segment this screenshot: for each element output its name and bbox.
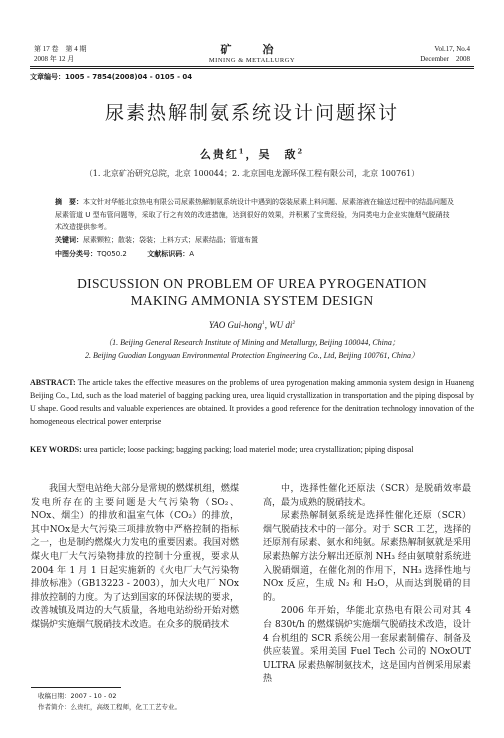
- abstract-en: [30, 376, 474, 428]
- body-column-right: [263, 483, 471, 687]
- doc-code-value: A: [189, 250, 195, 258]
- volume-label: Vol.17, No.4: [434, 45, 470, 53]
- body-paragraph: 2006 年开始，华能北京热电有限公司对其 4 台 830t/h 的燃煤锅炉实施烟气脱硝技术改造，设计 4 台机组的 SCR 系统公用一套尿素制備存、制备及供应装置。采用美国 Fuel Tech 公司的 NOxOUT ULTRA 尿素热解制氨技术，这是国内首例采用尿素热: [263, 606, 471, 685]
- article-number: 文章编号：1005 - 7854(2008)04 - 0105 - 04: [30, 73, 193, 81]
- keywords-cn: [55, 235, 455, 245]
- paper-title-en-line1: DISCUSSION ON PROBLEM OF UREA PYROGENATION: [77, 276, 427, 291]
- affiliation-en-line1: （1. Beijing General Research Institute of Mining and Metallurgy, Beijing 100044, China；: [104, 338, 400, 347]
- issue-date: 2008 年 12 月: [34, 55, 75, 63]
- abstract-en-text: The article takes the effective measures on the problems of urea pyrogenation making ammonia system design in Huaneng Beijing Co., Ltd, such as the load materiel of bagging packing urea, urea liquid crystallization in transportation and the piping disposal by U shape. Good results and valuable experiences are obtained. It provides a good reference for the denitration technology innovation of the homogeneous electrical power enterprise: [30, 378, 474, 426]
- abstract-en-label: ABSTRACT:: [30, 378, 76, 387]
- body-paragraph: 尿素热解制氨系统是选择性催化还原（SCR）烟气脱硝技术中的一部分。对于 SCR 工艺，选择的还原剂有尿素、氨水和纯氨。尿素热解制氨就是采用尿素热解方法分解出还原剂 NH₃ 经由氨喷射系统进入脱硝烟道，在催化剂的作用下，NH₃ 选择性地与 NOx 反应，生成 N₂ 和 H₂O，从而达到脱硝的目的。: [263, 511, 471, 603]
- affiliation-cn: （1. 北京矿冶研究总院，北京 100044；2. 北京国电龙源环保工程有限公司，北京 100761）: [84, 169, 420, 178]
- authors-cn: [0, 146, 504, 162]
- author-1-cn: 么贵红: [199, 148, 239, 161]
- author-1-en: YAO Gui-hong: [208, 320, 262, 330]
- volume-date: December 2008: [420, 55, 470, 63]
- abstract-cn: [55, 196, 455, 234]
- header-rule-thin: [30, 68, 474, 69]
- author-1-affil-mark: 1: [238, 147, 246, 156]
- clc-value: TQ050.2: [97, 250, 127, 258]
- author-2-affil-mark: 2: [297, 147, 305, 156]
- author-bio: 作者简介：么贵红，高级工程师，化工工艺专业。: [38, 703, 181, 711]
- abstract-cn-label: 摘 要：: [55, 198, 83, 206]
- keywords-en-label: KEY WORDS:: [30, 445, 82, 454]
- journal-name-cn: 矿 冶: [220, 43, 284, 56]
- issue-label: 第 17 卷 第 4 期: [34, 45, 87, 53]
- affiliation-en-line2: 2. Beijing Guodian Longyuan Environmental Protection Engineering Co., Ltd, Beijing 100761, China）: [84, 351, 420, 360]
- body-paragraph: 我国大型电站绝大部分是常规的燃煤机组，燃煤发电所存在的主要问题是大气污染物（SO₂、NOx、烟尘）的排放和温室气体（CO₂）的排放，其中NOx是大气污染三项排放物中严格控制的指标之一，也是制约燃煤火力发电的重要因素。我国对燃煤火电厂大气污染物排放的控制十分重视，要求从 2004 年 1 月 1 日起实施新的《火电厂大气污染物排放标准》（GB13223 - 2003），加大火电厂 NOx 排放控制的力度。为了达到国家的环保法规的要求，改善城镇及周边的大气质量，各地电站纷纷开始对燃煤锅炉实施烟气脱硝技术改造。在众多的脱硝技术: [31, 484, 239, 630]
- author-en-separator: ,: [264, 320, 270, 330]
- footnote: [38, 691, 181, 713]
- classification-cn: [55, 249, 194, 259]
- clc-label: 中图分类号：: [55, 250, 97, 258]
- affiliation-en: [0, 336, 504, 362]
- author-2-cn: 吴 敌: [258, 148, 298, 161]
- keywords-en: [30, 443, 474, 456]
- keywords-en-text: urea particle; loose packing; bagging packing; load materiel mode; urea crystallization; piping disposal: [83, 445, 414, 454]
- header-rule: [30, 66, 474, 67]
- body-column-left: [31, 483, 239, 633]
- paper-title-en-line2: MAKING AMMONIA SYSTEM DESIGN: [130, 293, 374, 308]
- paper-title-cn: 尿素热解制氨系统设计问题探讨: [104, 102, 399, 124]
- footnote-rule: [31, 687, 121, 688]
- author-2-en-affil-mark: 2: [292, 320, 296, 326]
- keywords-cn-label: 关键词：: [55, 236, 83, 244]
- doc-code-label: 文献标识码：: [147, 250, 190, 258]
- authors-en: [0, 320, 504, 330]
- abstract-cn-text: 本文针对华能北京热电有限公司尿素热解制氨系统设计中遇到的袋装尿素上料问题、尿素溶液在输送过程中的结晶问题及尿素管道 U 型布管问题等，采取了行之有效的改进措施，达到很好的效果，并积累了宝贵经验，为同类电力企业实施烟气脱硝技术改造提供参考。: [55, 198, 454, 231]
- author-2-en: WU di: [269, 320, 293, 330]
- keywords-cn-text: 尿素颗粒；散装；袋装；上料方式；尿素结晶；管道布置: [83, 236, 258, 244]
- running-header-right: [420, 44, 470, 64]
- received-date: 收稿日期：2007 - 10 - 02: [38, 692, 117, 700]
- author-separator: ，: [245, 148, 259, 161]
- author-1-en-affil-mark: 1: [261, 320, 265, 326]
- body-paragraph: 中，选择性催化还原法（SCR）是脱硝效率最高，最为成熟的脱硝技术。: [263, 484, 471, 508]
- journal-name-en: MINING & METALLURGY: [208, 57, 296, 64]
- paper-title-en: [0, 275, 504, 309]
